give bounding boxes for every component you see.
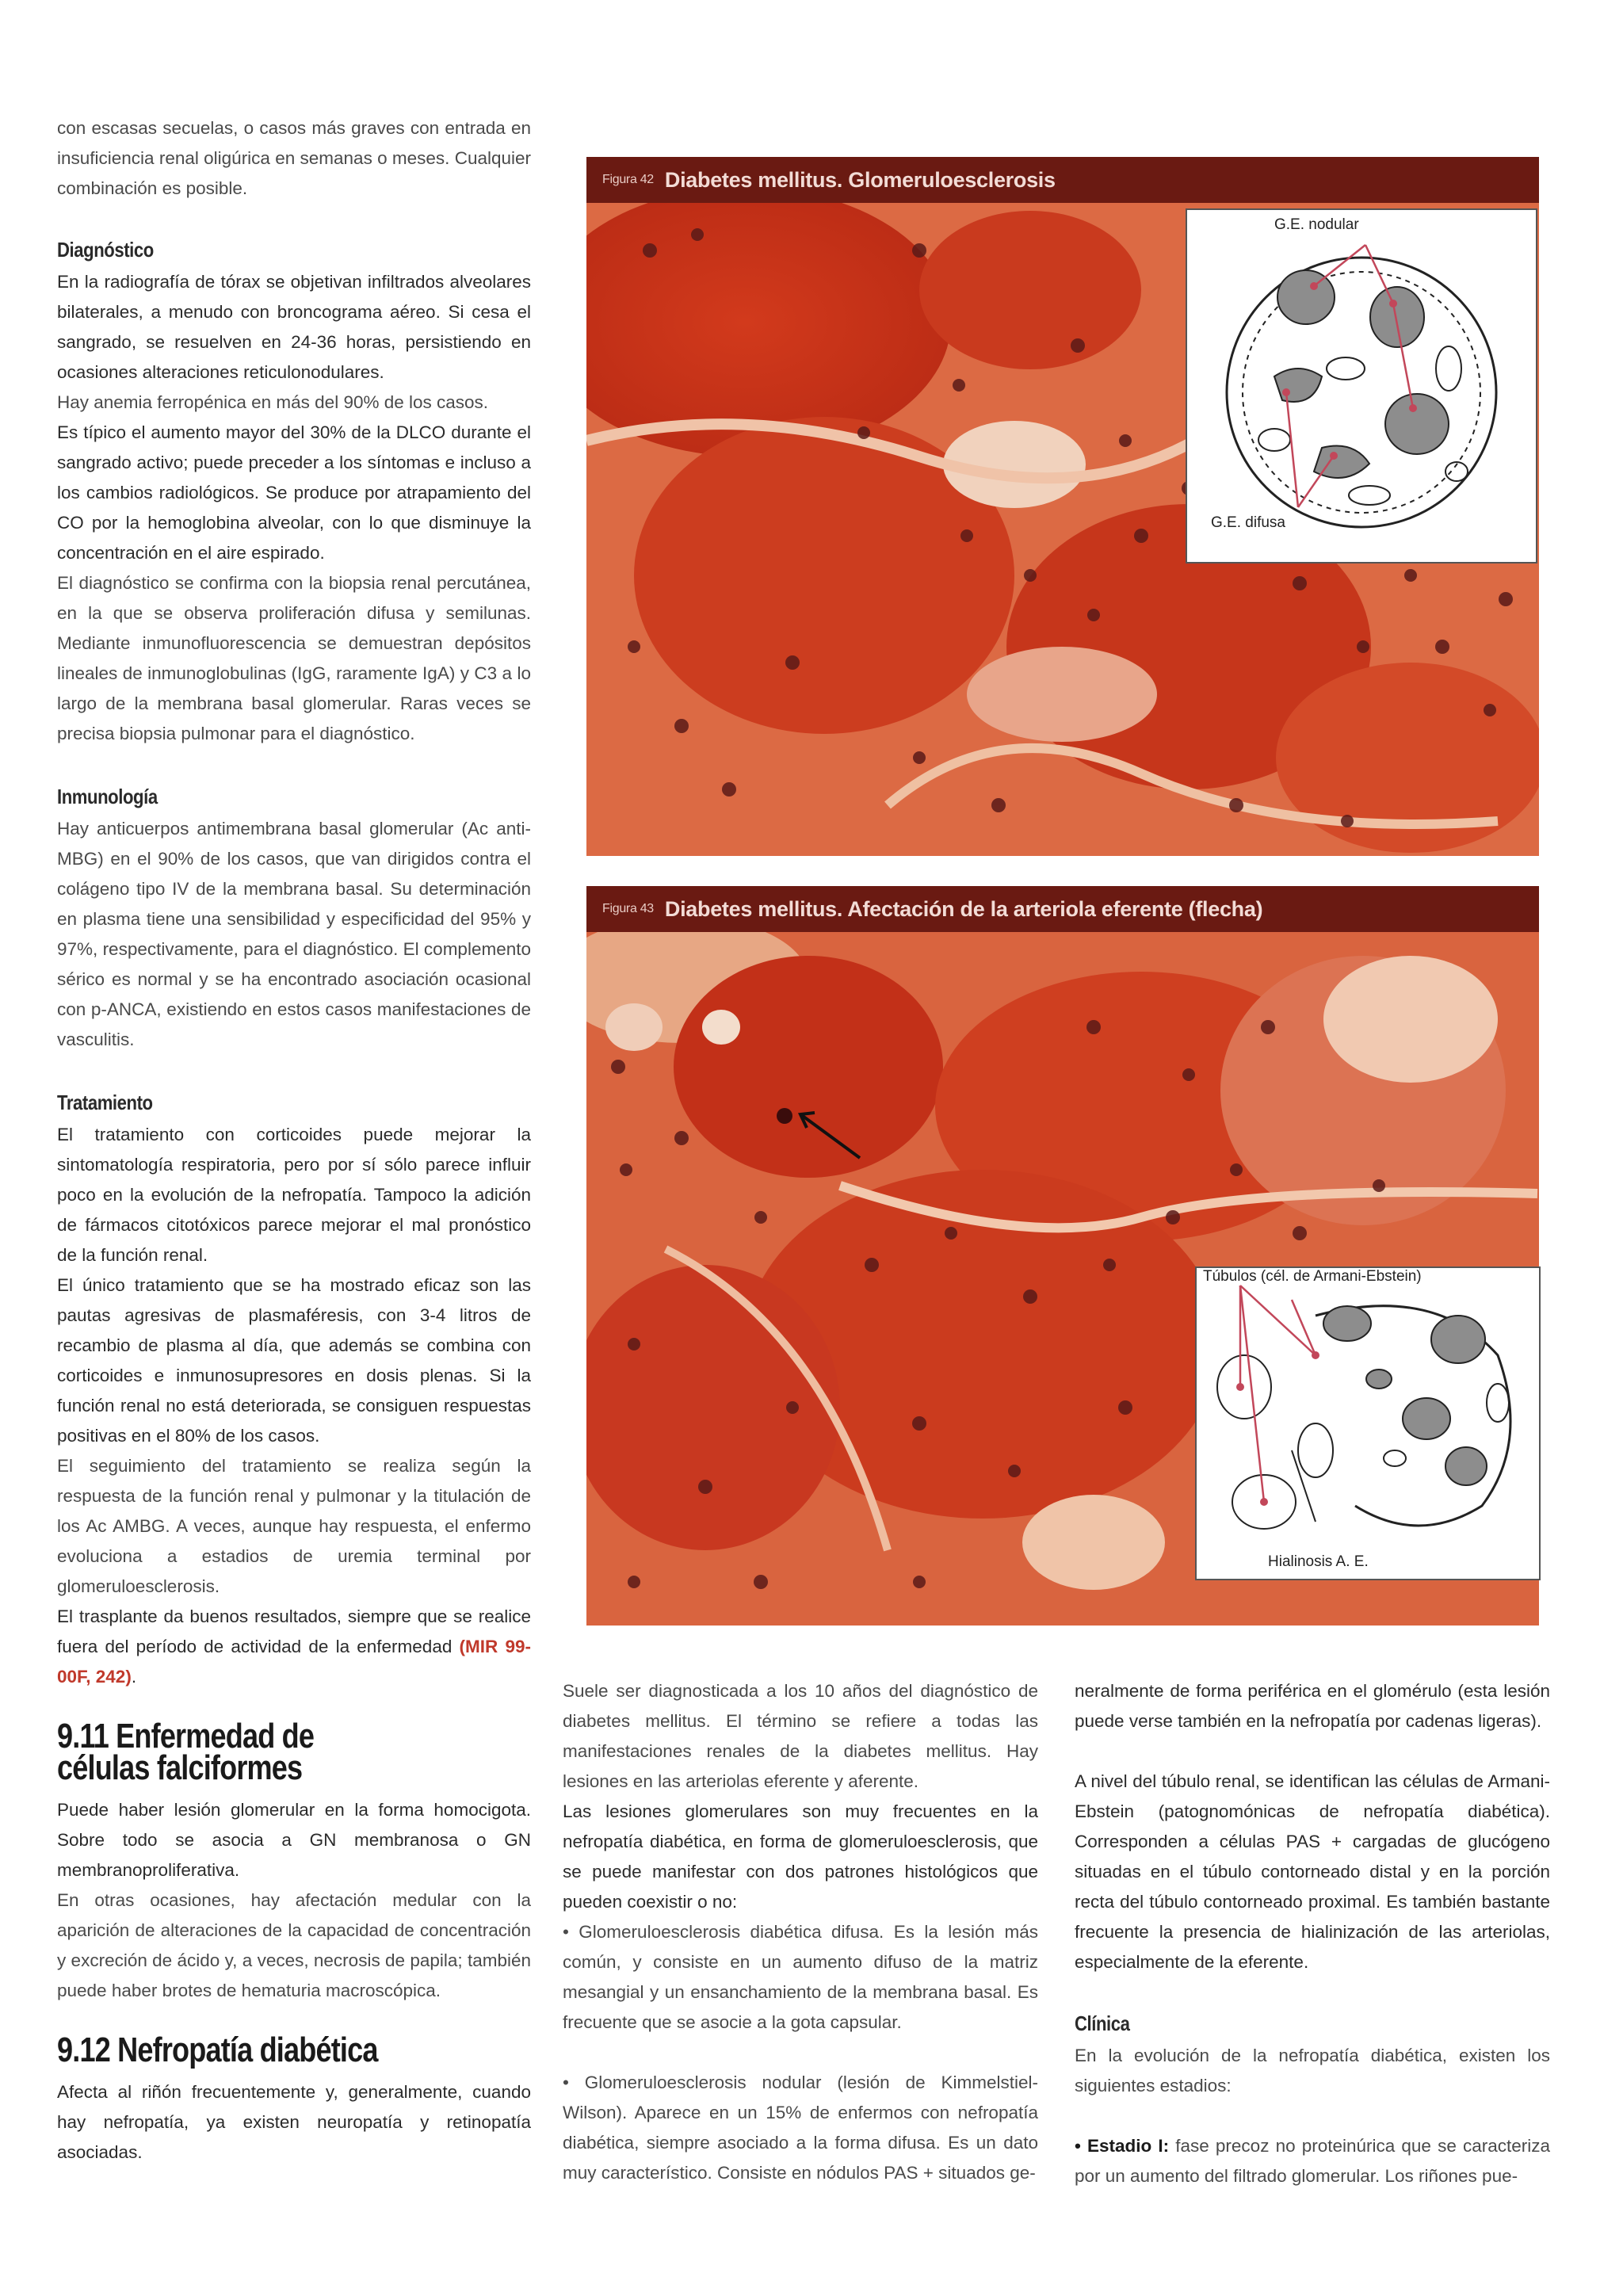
middle-p2: Las lesiones glomerulares son muy frecuentes en la nefropatía diabética, en forma de glomeruloesclerosis, que se puede manifestar con dos patrones histológicos que pueden coexistir o no: bbox=[563, 1801, 1038, 1912]
tratamiento-p3: El seguimiento del tratamiento se realiza según la respuesta de la función renal y pulmonar y la titulación de los Ac AMBG. A veces, aunque hay respuesta, el enfermo evoluciona a estadios de uremia terminal por glomeruloesclerosis. bbox=[57, 1456, 531, 1596]
tratamiento-p4 bbox=[57, 1602, 531, 1692]
diagnostico-p1: En la radiografía de tórax se objetivan infiltrados alveolares bilaterales, a menudo con broncograma aéreo. Si cesa el sangrado, se resuelven en 24-36 horas, persistiendo en ocasiones alteraciones reticulonodulares. bbox=[57, 272, 531, 382]
figure-43-inset-diagram bbox=[1195, 1266, 1541, 1580]
label-tubulos: Túbulos (cél. de Armani-Ebstein) bbox=[1203, 1268, 1422, 1285]
diagnostico-p2: Hay anemia ferropénica en más del 90% de los casos. bbox=[57, 392, 489, 412]
figure-43 bbox=[586, 886, 1539, 1626]
section-911-p1: Puede haber lesión glomerular en la forma homocigota. Sobre todo se asocia a GN membranosa o GN membranoproliferativa. bbox=[57, 1800, 531, 1880]
right-p1: neralmente de forma periférica en el glomérulo (esta lesión puede verse también en la nefropatía por cadenas ligeras). bbox=[1075, 1681, 1550, 1731]
figure-42-inset-diagram bbox=[1186, 208, 1537, 563]
middle-p3: • Glomeruloesclerosis diabética difusa. Es la lesión más común, y consiste en un aumento difuso de la matriz mesangial y un ensanchamiento de la membrana basal. Es frecuente que se asocie a la gota capsular. bbox=[563, 1922, 1038, 2032]
tratamiento-p2: El único tratamiento que se ha mostrado eficaz son las pautas agresivas de plasmaféresis, con 3-4 litros de recambio de plasma al día, que además se combina con corticoides e inmunosupresores en dosis plenas. Si la función renal no está deteriorada, se consiguen respuestas positivas en el 80% de los casos. bbox=[57, 1275, 531, 1446]
label-ge-nodular: G.E. nodular bbox=[1274, 216, 1359, 233]
section-911-title-line1: 9.11 Enfermedad de bbox=[57, 1717, 315, 1755]
right-p2: A nivel del túbulo renal, se identifican las células de Armani-Ebstein (patognomónicas de nefropatía diabética). Corresponden a células PAS + cargadas de glucógeno situadas en el túbulo contorneado distal y en la porción recta del túbulo contorneado proximal. Es también bastante frecuente la presencia de hialinización de las arteriolas, especialmente de la eferente. bbox=[1075, 1771, 1550, 1972]
figure-42-number: Figura 42 bbox=[602, 173, 654, 186]
diagnostico-p4: El diagnóstico se confirma con la biopsia renal percutánea, en la que se observa proliferación difusa y semilunas. Mediante inmunofluorescencia se demuestran depósitos lineales de inmunoglobulinas (IgG, raramente IgA) y C3 a lo largo de la membrana basal glomerular. Raras veces se precisa biopsia pulmonar para el diagnóstico. bbox=[57, 573, 531, 743]
figure-43-header bbox=[586, 886, 1539, 932]
estadio-i-label: • Estadio I: bbox=[1075, 2136, 1170, 2156]
figure-42 bbox=[586, 157, 1539, 856]
middle-p1: Suele ser diagnosticada a los 10 años del diagnóstico de diabetes mellitus. El término se refiere a todas las manifestaciones renales de la diabetes mellitus. Hay lesiones en las arteriolas eferente y aferente. bbox=[563, 1681, 1038, 1791]
section-911-p2: En otras ocasiones, hay afectación medular con la aparición de alteraciones de la capacidad de concentración y excreción de ácido y, a veces, necrosis de papila; también puede haber brotes de hematuria macroscópica. bbox=[57, 1890, 531, 2000]
tratamiento-p4-text: El trasplante da buenos resultados, siempre que se realice fuera del período de actividad de la enfermedad bbox=[57, 1606, 531, 1656]
tubule-diagram-43 bbox=[1197, 1268, 1539, 1579]
mir-reference: (MIR 99-00F, 242) bbox=[57, 1637, 531, 1687]
inmunologia-heading: Inmunología bbox=[57, 785, 158, 808]
figure-43-caption: Diabetes mellitus. Afectación de la arteriola eferente (flecha) bbox=[664, 896, 1263, 921]
right-p3: En la evolución de la nefropatía diabética, existen los siguientes estadios: bbox=[1075, 2046, 1550, 2095]
inmunologia-p1: Hay anticuerpos antimembrana basal glomerular (Ac anti-MBG) en el 90% de los casos, que van dirigidos contra el colágeno tipo IV de la membrana basal. Su determinación en plasma tiene una sensibilidad y especificidad del 95% y 97%, respectivamente, para el diagnóstico. El complemento sérico es normal y se ha encontrado asociación ocasional con p-ANCA, existiendo en estos casos manifestaciones de vasculitis. bbox=[57, 819, 531, 1049]
section-911-title bbox=[57, 1717, 445, 1787]
right-p4 bbox=[1075, 2131, 1550, 2191]
clinica-heading: Clínica bbox=[1075, 2011, 1130, 2035]
section-911-title-line2: células falciformes bbox=[57, 1748, 303, 1787]
right-column bbox=[1075, 1676, 1550, 2191]
intro-paragraph: con escasas secuelas, o casos más graves con entrada en insuficiencia renal oligúrica en semanas o meses. Cualquier combinación es posible. bbox=[57, 118, 531, 198]
section-912-p1: Afecta al riñón frecuentemente y, generalmente, cuando hay nefropatía, ya existen neuropatía y retinopatía asociadas. bbox=[57, 2082, 531, 2162]
figure-42-header bbox=[586, 157, 1539, 203]
figure-42-caption: Diabetes mellitus. Glomeruloesclerosis bbox=[664, 167, 1056, 192]
middle-column bbox=[563, 1676, 1038, 2188]
glomerulus-diagram-42 bbox=[1187, 210, 1536, 562]
section-912-title: 9.12 Nefropatía diabética bbox=[57, 2030, 378, 2069]
estadio-i-text: fase precoz no proteinúrica que se caracteriza por un aumento del filtrado glomerular. Los riñones pue- bbox=[1075, 2136, 1550, 2186]
diagnostico-heading: Diagnóstico bbox=[57, 238, 154, 262]
figure-43-number: Figura 43 bbox=[602, 902, 654, 915]
tratamiento-p4-end: . bbox=[131, 1667, 137, 1687]
tratamiento-p1: El tratamiento con corticoides puede mejorar la sintomatología respiratoria, pero por sí sólo parece influir poco en la evolución de la nefropatía. Tampoco la adición de fármacos citotóxicos parece mejorar el mal pronóstico de la función renal. bbox=[57, 1125, 531, 1265]
label-ge-difusa: G.E. difusa bbox=[1211, 514, 1285, 531]
diagnostico-p3: Es típico el aumento mayor del 30% de la DLCO durante el sangrado activo; puede preceder a los síntomas e incluso a los cambios radiológicos. Se produce por atrapamiento del CO por la hemoglobina alveolar, con lo que disminuye la concentración en el aire espirado. bbox=[57, 422, 531, 563]
left-column bbox=[57, 113, 531, 2168]
middle-p4: • Glomeruloesclerosis nodular (lesión de Kimmelstiel-Wilson). Aparece en un 15% de enfermos con nefropatía diabética, siempre asociado a la forma difusa. Es un dato muy característico. Consiste en nódulos PAS + situados ge- bbox=[563, 2073, 1038, 2183]
tratamiento-heading: Tratamiento bbox=[57, 1091, 153, 1114]
label-hialinosis: Hialinosis A. E. bbox=[1268, 1553, 1369, 1570]
